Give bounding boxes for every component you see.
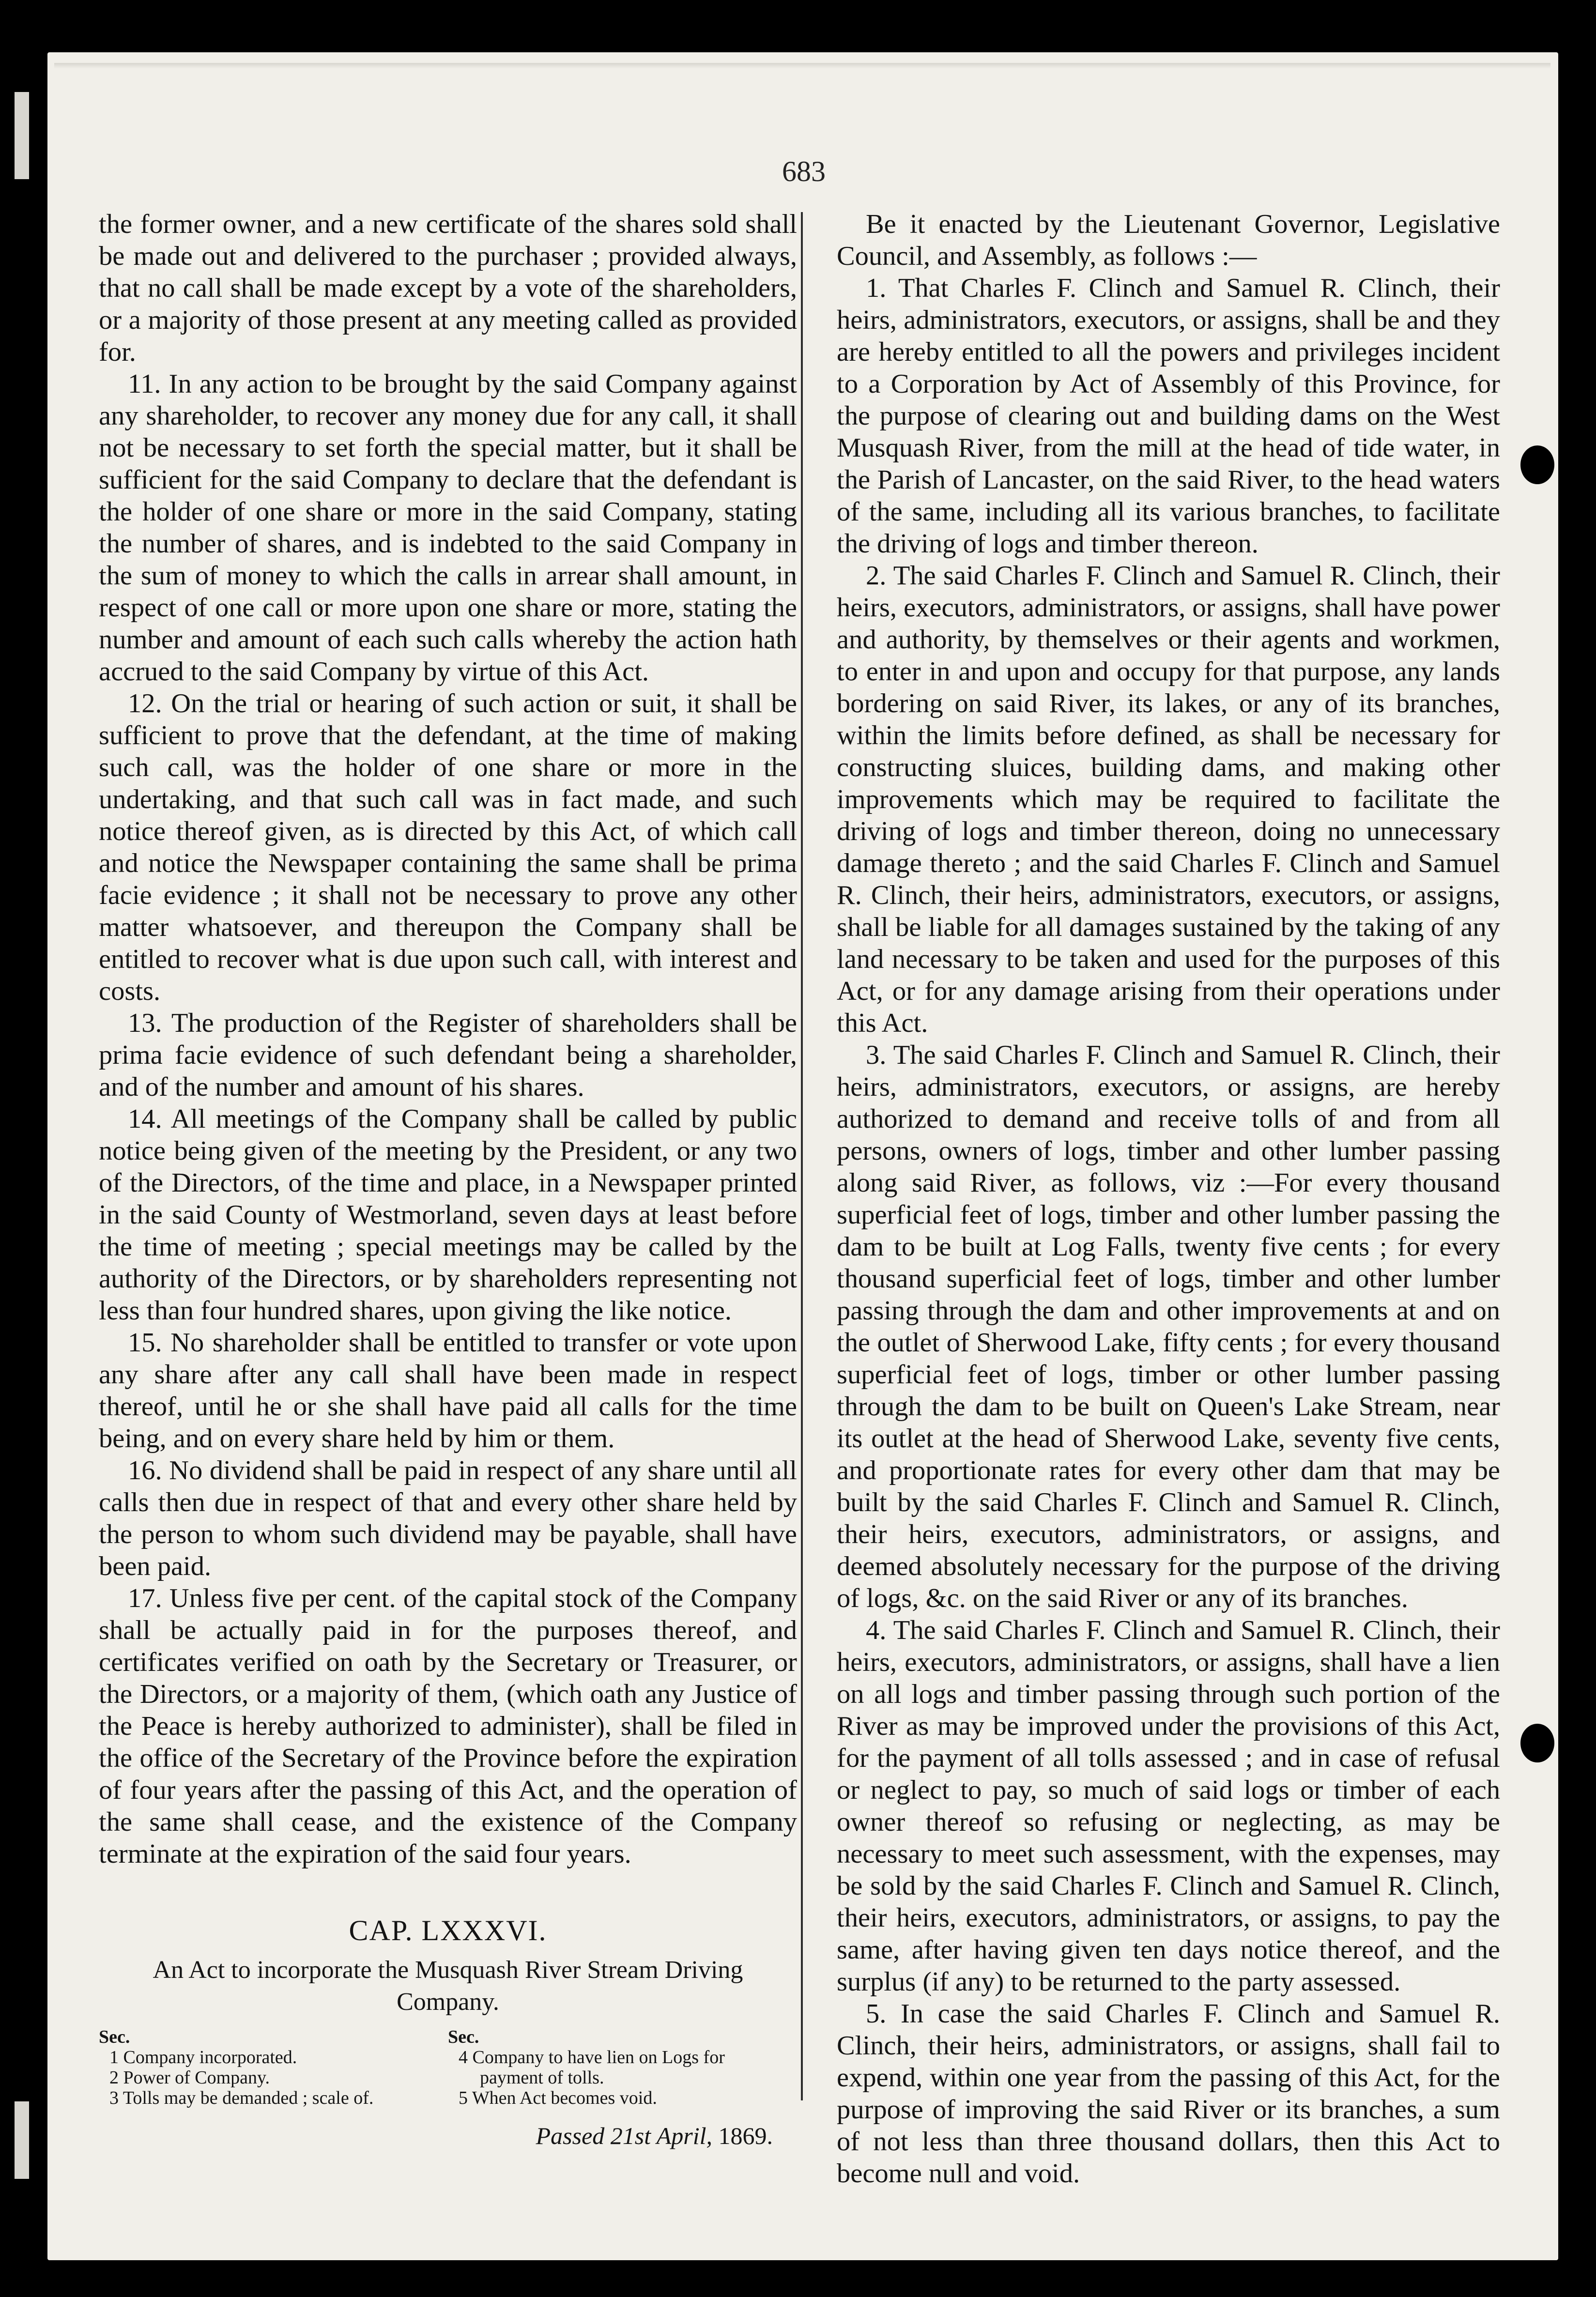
section-summary: [99, 2027, 797, 2108]
section-3: 3. The said Charles F. Clinch and Samuel R. Clinch, their heirs, administrators, executors, or assigns, are hereby authorized to demand and receive tolls of and from all persons, owners of logs, timber and other lumber passing along said River, as follows, viz :—For every thousand superficial feet of logs, timber and other lumber passing the dam to be built at Log Falls, twenty five cents ; for every thousand superficial feet of logs, timber and other lumber passing through the dam and other improvements at and on the outlet of Sherwood Lake, fifty cents ; for every thousand superficial feet of logs, timber or other lumber passing through the dam to be built on Queen's Lake Stream, near its outlet at the head of Sherwood Lake, seventy five cents, and proportionate rates for every other dam that may be built by the said Charles F. Clinch and Samuel R. Clinch, their heirs, executors, administrators, or assigns, and deemed absolutely necessary for the purpose of the driving of logs, &c. on the said River or any of its branches.: [837, 1040, 1500, 1613]
passed-day: 21st April,: [610, 2122, 712, 2149]
section-15: 15. No shareholder shall be entitled to transfer or vote upon any share after any call shall have been made in respect thereof, until he or she shall have paid all calls for the time being, and on every share held by him or them.: [99, 1328, 797, 1454]
section-2: 2. The said Charles F. Clinch and Samuel R. Clinch, their heirs, executors, administrators, or assigns, shall have power and authority, by themselves or their agents and workmen, to enter in and upon and occupy for that purpose, any lands bordering on said River, its lakes, or any of its branches, within the limits before defined, as shall be necessary for constructing sluices, building dams, and making other improvements which may be required to facilitate the driving of logs and timber thereon, doing no unnecessary damage thereto ; and the said Charles F. Clinch and Samuel R. Clinch, their heirs, administrators, executors, or assigns, shall be liable for all damages sustained by the taking of any land necessary to be taken and used for the purposes of this Act, or for any damage arising from their operations under this Act.: [837, 561, 1500, 1038]
enacting-clause: Be it enacted by the Lieutenant Governor, Legislative Council, and Assembly, as follows :—: [837, 209, 1500, 271]
chapter-title: CAP. LXXXVI.: [349, 1914, 547, 1946]
right-column: [837, 208, 1500, 2189]
section-summary-left: [99, 2027, 448, 2108]
scan-edge-mark: [15, 92, 29, 179]
sec-item: 4 Company to have lien on Logs for: [459, 2047, 725, 2067]
section-12: 12. On the trial or hearing of such action or suit, it shall be sufficient to prove that the defendant, at the time of making such call, was the holder of one share or more in the undertaking, and that such call was in fact made, and such notice thereof given, as is directed by this Act, of which call and notice the Newspaper containing the same shall be prima facie evidence ; it shall not be necessary to prove any other matter whatsoever, and thereupon the Company shall be entitled to recover what is due upon such call, with interest and costs.: [99, 689, 797, 1006]
section-4: 4. The said Charles F. Clinch and Samuel R. Clinch, their heirs, executors, administrators, or assigns, shall have a lien on all logs and timber passing through such portion of the River as may be improved under the provisions of this Act, for the payment of all tolls assessed ; and in case of refusal or neglect to pay, so much of said logs or timber of each owner thereof so refusing or neglecting, as may be necessary to meet such assessment, with the expenses, may be sold by the said Charles F. Clinch and Samuel R. Clinch, their heirs, executors, administrators, or assigns, to pay the same, after having given ten days notice thereof, and the surplus (if any) to be returned to the party assessed.: [837, 1615, 1500, 1997]
page-number: 683: [782, 155, 826, 187]
section-11: 11. In any action to be brought by the said Company against any shareholder, to recover any money due for any call, it shall not be necessary to set forth the special matter, but it shall be sufficient for the said Company to declare that the defendant is the holder of one share or more in the said Company, stating the number of shares, and is indebted to the said Company in the sum of money to which the calls in arrear shall amount, in respect of one call or more upon one share or more, stating the number and amount of each such calls whereby the action hath accrued to the said Company by virtue of this Act.: [99, 369, 797, 687]
sec-item: payment of tolls.: [480, 2067, 604, 2088]
section-5: 5. In case the said Charles F. Clinch and Samuel R. Clinch, their heirs, administrators, or assigns, shall fail to expend, within one year from the passing of this Act, for the purpose of improving the said River or its branches, a sum of not less than three thousand dollars, then this Act to become null and void.: [837, 1999, 1500, 2189]
sec-item: 5 When Act becomes void.: [459, 2088, 657, 2108]
scan-edge-mark: [15, 2101, 29, 2179]
sec-header: Sec.: [448, 2027, 479, 2047]
binding-hole-mark: [1520, 1724, 1554, 1762]
paragraph-continuation: the former owner, and a new certificate of the shares sold shall be made out and delivered to the purchaser ; provided always, that no call shall be made except by a vote of the shareholders, or a majority of those present at any meeting called as provided for.: [99, 209, 797, 367]
sec-header: Sec.: [99, 2027, 130, 2047]
section-1: 1. That Charles F. Clinch and Samuel R. Clinch, their heirs, administrators, executors, or assigns, shall be and they are hereby entitled to all the powers and privileges incident to a Corporation by Act of Assembly of this Province, for the purpose of clearing out and building dams on the West Musquash River, from the mill at the head of tide water, in the Parish of Lancaster, on the said River, to the head waters of the same, including all its various branches, to facilitate the driving of logs and timber thereon.: [837, 273, 1500, 559]
sec-item: 3 Tolls may be demanded ; scale of.: [109, 2088, 374, 2108]
section-13: 13. The production of the Register of shareholders shall be prima facie evidence of such defendant being a shareholder, and of the number and amount of his shares.: [99, 1008, 797, 1102]
section-14: 14. All meetings of the Company shall be called by public notice being given of the meeting by the President, or any two of the Directors, of the time and place, in a Newspaper printed in the said County of Westmorland, seven days at least before the time of meeting ; special meetings may be called by the authority of the Directors, or by shareholders representing not less than four hundred shares, upon giving the like notice.: [99, 1104, 797, 1326]
act-title: An Act to incorporate the Musquash River Stream Driving Company.: [153, 1956, 743, 2016]
passed-date: [99, 2120, 797, 2152]
column-divider: [801, 212, 803, 2100]
passed-year: 1869.: [718, 2122, 773, 2149]
sec-item: 2 Power of Company.: [109, 2067, 270, 2088]
passed-label: Passed: [536, 2122, 605, 2149]
page-top-shadow: [54, 63, 1550, 69]
section-17: 17. Unless five per cent. of the capital stock of the Company shall be actually paid in for the purposes thereof, and certificates verified on oath by the Secretary or Treasurer, or the Directors, or a majority of them, (which oath any Justice of the Peace is hereby authorized to administer), shall be filed in the office of the Secretary of the Province before the expiration of four years after the passing of this Act, and the operation of the same shall cease, and the existence of the Company terminate at the expiration of the said four years.: [99, 1583, 797, 1869]
binding-hole-mark: [1520, 445, 1554, 484]
sec-item: 1 Company incorporated.: [109, 2047, 297, 2067]
section-summary-right: [448, 2027, 797, 2108]
section-16: 16. No dividend shall be paid in respect of any share until all calls then due in respect of that and every other share held by the person to whom such dividend may be payable, shall have been paid.: [99, 1455, 797, 1581]
left-column: [99, 208, 797, 2149]
